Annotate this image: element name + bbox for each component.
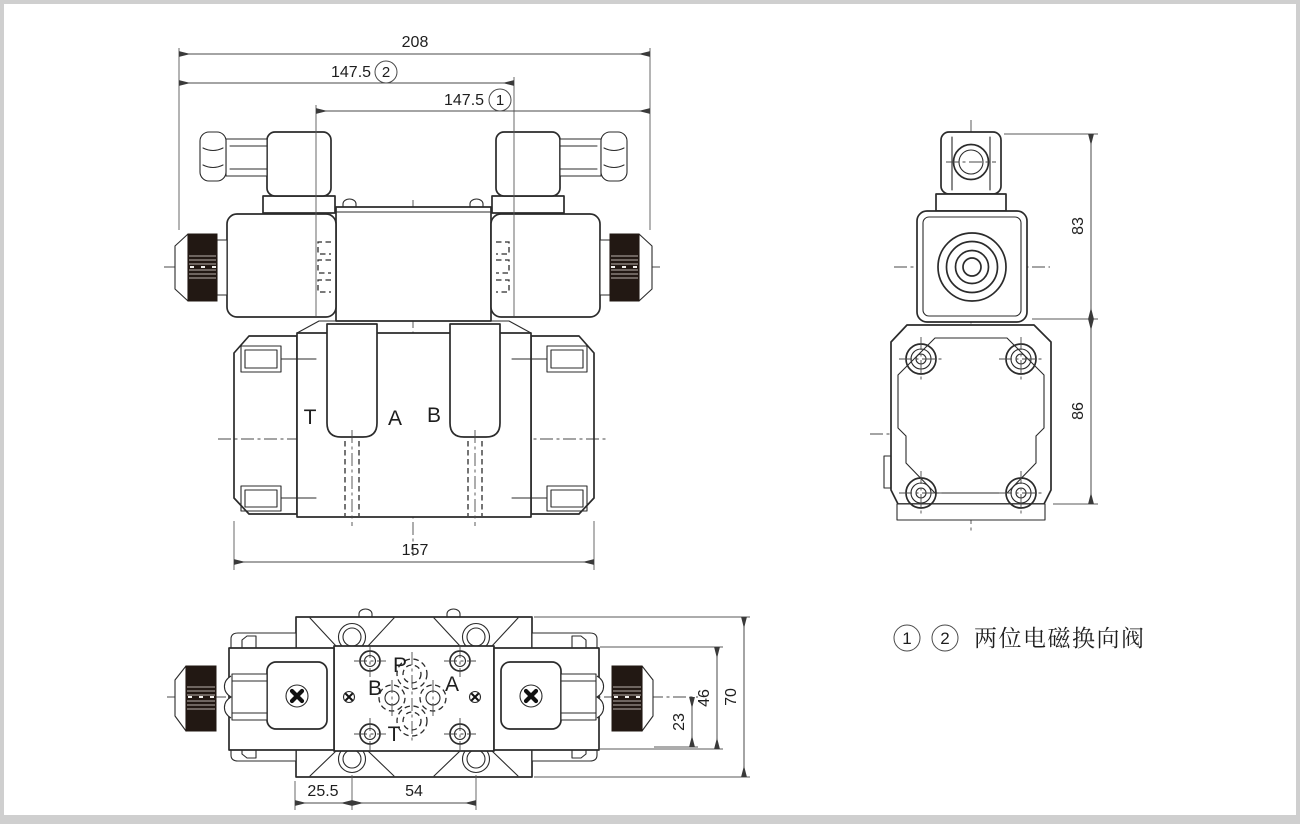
- left-knob-tip: [175, 666, 186, 731]
- base-pin: [359, 609, 372, 617]
- valve-body: [336, 207, 491, 321]
- port-label-a: A: [387, 407, 403, 430]
- side-coil: [917, 211, 1027, 322]
- bottom-view: [167, 609, 750, 810]
- dim-text-70: 70: [723, 688, 740, 706]
- ref-number-2: 2: [381, 64, 391, 81]
- front-base-block: [234, 321, 594, 526]
- valve-top-pin: [470, 199, 483, 207]
- right-knob-tip: [642, 666, 653, 731]
- side-view: [870, 120, 1098, 534]
- dim-text-46: 46: [696, 689, 713, 707]
- left-din-connector: [267, 132, 331, 196]
- right-gland-adapter: [560, 139, 601, 176]
- legend-ref-2: 2: [940, 629, 950, 648]
- left-gland-adapter: [226, 139, 267, 176]
- port-label-p: P: [392, 654, 408, 677]
- right-coil: [491, 214, 600, 317]
- ear-top-left: [231, 633, 296, 649]
- right-knob-collar: [600, 240, 610, 295]
- legend-ref-1: 1: [902, 629, 912, 648]
- dim-text-base-width: 157: [401, 542, 429, 559]
- left-ear-slot-top-inner: [245, 350, 277, 368]
- port-label-b: B: [367, 677, 383, 700]
- front-right-solenoid: [491, 132, 652, 317]
- side-valve-body: [891, 325, 1051, 504]
- right-connector-neck: [492, 196, 564, 213]
- dim-text-86: 86: [1070, 402, 1087, 420]
- side-connector-neck: [936, 194, 1006, 211]
- valve-drawing: [4, 4, 1296, 815]
- base-pin: [447, 609, 460, 617]
- dim-text-sol-b: 147.5: [331, 64, 372, 81]
- front-valve-body: [336, 199, 491, 321]
- right-knob-tip: [639, 234, 652, 301]
- left-coil: [227, 214, 336, 317]
- left-ear-slot-bottom-inner: [245, 490, 277, 507]
- dim-text-sol-a: 147.5: [444, 92, 485, 109]
- left-knob-collar: [217, 240, 227, 295]
- port-boss-right: [450, 324, 500, 437]
- bottom-left-solenoid: [175, 648, 334, 750]
- dim-text-23: 23: [671, 713, 688, 731]
- dim-text-spacing: 54: [405, 783, 423, 800]
- port-label-a: A: [444, 673, 460, 696]
- dim-text-offset: 25.5: [307, 783, 339, 800]
- side-nameplate-tab: [884, 456, 891, 488]
- right-din-connector: [496, 132, 560, 196]
- right-cable-gland: [601, 132, 627, 181]
- base-right-ear: [531, 336, 594, 514]
- port-label-t: T: [303, 406, 317, 429]
- right-ear-slot-top-inner: [551, 350, 583, 368]
- ref-number-1: 1: [495, 92, 505, 109]
- dim-text-overall: 208: [401, 34, 429, 51]
- legend-note: [894, 625, 1146, 651]
- bottom-right-solenoid: [494, 648, 653, 750]
- dim-text-83: 83: [1070, 217, 1087, 235]
- left-knob-tip: [175, 234, 188, 301]
- right-override-knob: [612, 666, 642, 731]
- side-cable-gland: [941, 132, 1001, 194]
- port-label-b: B: [426, 404, 442, 427]
- front-view: [164, 34, 662, 570]
- left-cable-gland: [200, 132, 226, 181]
- port-label-t: T: [387, 723, 401, 746]
- port-boss-left: [327, 324, 377, 437]
- front-left-solenoid: [175, 132, 336, 317]
- left-connector-neck: [263, 196, 335, 213]
- side-body-base: [897, 504, 1045, 520]
- base-left-ear: [234, 336, 297, 514]
- valve-top-pin: [343, 199, 356, 207]
- ear-top-right: [532, 633, 597, 649]
- right-ear-slot-bottom-inner: [551, 490, 583, 507]
- left-override-knob: [186, 666, 216, 731]
- legend-text: 两位电磁换向阀: [974, 625, 1146, 651]
